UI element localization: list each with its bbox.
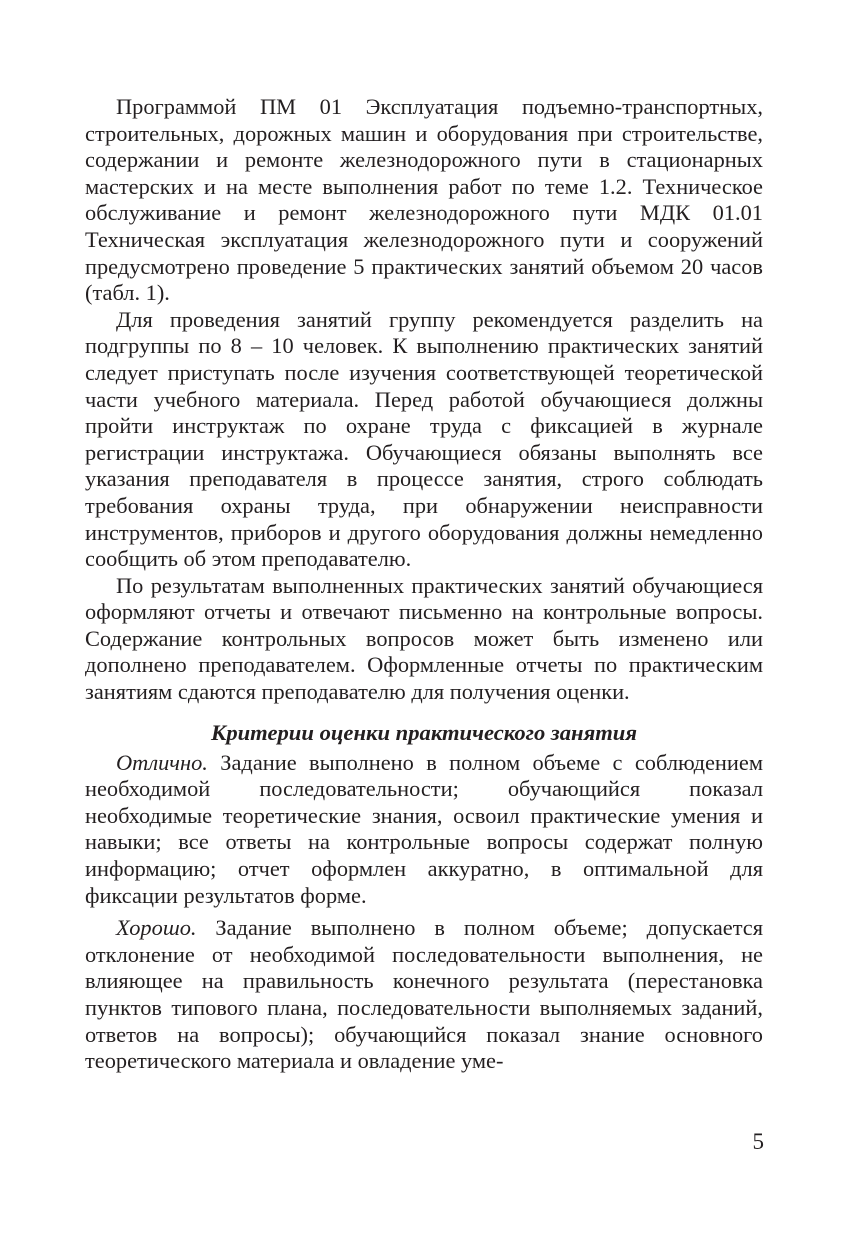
criterion-text: Задание выполнено в полном объеме с соблюдением необходимой последовательности; обучающийся показал необходимые теоретические знания, освоил практические умения и навыки; все ответы на контрольные вопросы содержат полную информацию; отчет оформлен аккуратно, в оптимальной для фиксации результатов форме.: [85, 749, 763, 908]
body-text: [85, 94, 763, 1075]
paragraph-groups: Для проведения занятий группу рекомендуется разделить на подгруппы по 8 – 10 человек. К выполнению практических занятий следует приступать после изучения соответствующей теоретической части учебного материала. Перед работой обучающиеся должны пройти инструктаж по охране труда с фиксацией в журнале регистрации инструктажа. Обучающиеся обязаны выполнять все указания преподавателя в процессе занятия, строго соблюдать требования охраны труда, при обнаружении неисправности инструментов, приборов и другого оборудования должны немедленно сообщить об этом преподавателю.: [85, 306, 763, 572]
paragraph-reports: По результатам выполненных практических занятий обучающиеся оформляют отчеты и отвечают письменно на контрольные вопросы. Содержание контрольных вопросов может быть изменено или дополнено преподавателем. Оформленные отчеты по практическим занятиям сдаются преподавателю для получения оценки.: [85, 572, 763, 705]
criterion-text: Задание выполнено в полном объеме; допускается отклонение от необходимой последовательности выполнения, не влияющее на правильность конечного результата (перестановка пунктов типового плана, последовательности выполняемых заданий, ответов на вопросы); обучающийся показал знание основного теоретического материала и овладение уме-: [85, 915, 763, 1074]
criterion-term: Отлично.: [116, 749, 208, 775]
criterion-term: Хорошо.: [116, 915, 197, 941]
criterion-excellent: [85, 750, 763, 910]
criterion-good: [85, 915, 763, 1075]
paragraph-program: Программой ПМ 01 Эксплуатация подъемно-транспортных, строительных, дорожных машин и оборудования при строительстве, содержании и ремонте железнодорожного пути в стационарных мастерских и на месте выполнения работ по теме 1.2. Техническое обслуживание и ремонт железнодорожного пути МДК 01.01 Техническая эксплуатация железнодорожного пути и сооружений предусмотрено проведение 5 практических занятий объемом 20 часов (табл. 1).: [85, 94, 763, 306]
page-number: 5: [752, 1129, 764, 1154]
criteria-heading: Критерии оценки практического занятия: [211, 719, 637, 745]
